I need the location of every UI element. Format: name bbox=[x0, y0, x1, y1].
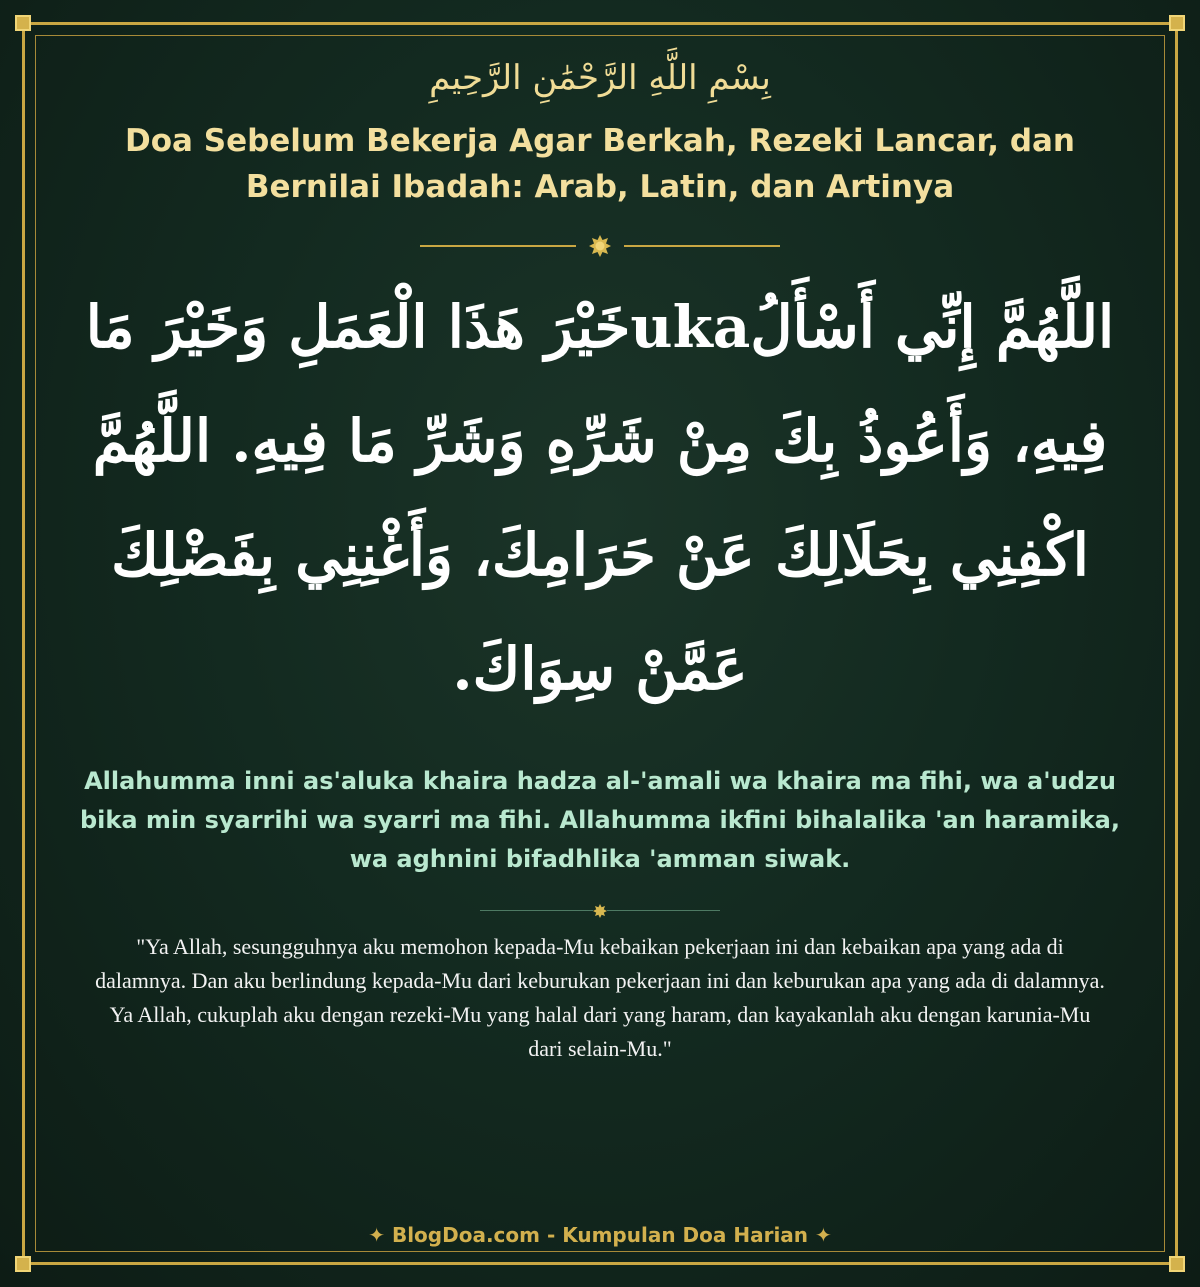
page-title: Doa Sebelum Bekerja Agar Berkah, Rezeki Lancar, dan Bernilai Ibadah: Arab, Latin, dan Artinya bbox=[125, 123, 1075, 205]
divider-line-right bbox=[624, 245, 780, 247]
basmalah: بِسْمِ اللَّهِ الرَّحْمَٰنِ الرَّحِيمِ bbox=[429, 58, 771, 98]
translation-text: "Ya Allah, sesungguhnya aku memohon kepada-Mu kebaikan pekerjaan ini dan kebaikan apa yang ada di dalamnya. Dan aku berlindung kepada-Mu dari keburukan pekerjaan ini dan keburukan apa yang ada di dalamnya. Ya Allah, cukuplah aku dengan rezeki-Mu yang halal dari yang haram, dan kayakanlah aku dengan karunia-Mu dari selain-Mu." bbox=[95, 934, 1105, 1061]
latin-transliteration: Allahumma inni as'aluka khaira hadza al-'amali wa khaira ma fihi, wa a'udzu bika min syarrihi wa syarri ma fihi. Allahumma ikfini bihalalika 'an haramika, wa aghnini bifadhlika 'amman siwak. bbox=[79, 767, 1120, 873]
star-ornament-icon bbox=[589, 235, 611, 257]
corner-ornament-bottom-left bbox=[15, 1256, 31, 1272]
footer-credit: ✦ BlogDoa.com - Kumpulan Doa Harian ✦ bbox=[368, 1223, 832, 1247]
corner-ornament-bottom-right bbox=[1169, 1256, 1185, 1272]
corner-ornament-top-right bbox=[1169, 15, 1185, 31]
corner-ornament-top-left bbox=[15, 15, 31, 31]
latin-divider bbox=[0, 901, 1200, 921]
divider-line-left bbox=[420, 245, 576, 247]
small-star-ornament-icon bbox=[593, 904, 607, 918]
arabic-prayer-text: اللَّهُمَّ إِنِّي أَسْأَلُukaخَيْرَ هَذَا الْعَمَلِ وَخَيْرَ مَا فِيهِ، وَأَعُوذُ بِكَ مِنْ شَرِّهِ وَشَرِّ مَا فِيهِ. اللَّهُمَّ اكْفِنِي بِحَلَالِكَ عَنْ حَرَامِكَ، وَأَغْنِنِي بِفَضْلِكَ عَمَّنْ سِوَاكَ. bbox=[85, 293, 1115, 703]
divider-line-left bbox=[480, 910, 593, 911]
title-divider bbox=[0, 236, 1200, 256]
divider-line-right bbox=[607, 910, 720, 911]
